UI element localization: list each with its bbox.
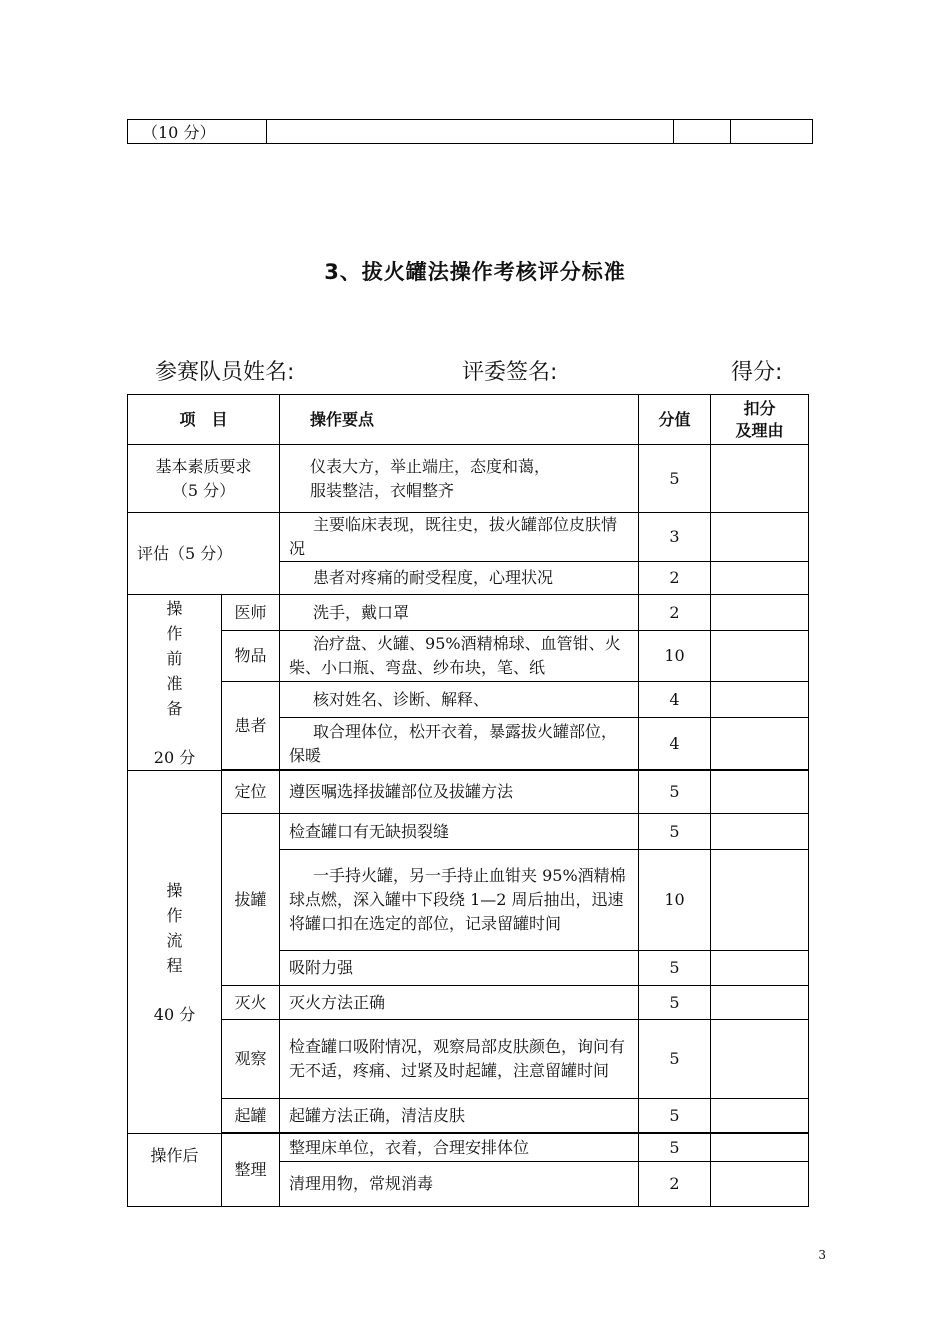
process-fire-score: 5 — [639, 986, 711, 1020]
prep-label-score: 20 分 — [153, 747, 196, 767]
after-tidy-text-2: 清理用物，常规消毒 — [280, 1162, 639, 1207]
header-item: 项 目 — [128, 395, 280, 445]
deduction-cell — [711, 1162, 809, 1207]
scoring-table — [127, 394, 809, 1207]
table-row — [128, 1099, 809, 1133]
assessment-label: 评估（5 分） — [128, 513, 280, 595]
deduction-cell — [711, 682, 809, 718]
table-row — [128, 595, 809, 631]
table-row — [128, 1134, 809, 1162]
prep-patient-text-2: 取合理体位，松开衣着，暴露拔火罐部位，保暖 — [280, 718, 639, 770]
prep-patient-score-2: 4 — [639, 718, 711, 770]
table-row — [128, 513, 809, 562]
deduction-cell — [711, 631, 809, 682]
process-cupping-score-1: 5 — [639, 814, 711, 850]
process-cupping-score-3: 5 — [639, 951, 711, 986]
process-observe-text: 检查罐口吸附情况，观察局部皮肤颜色，询问有无不适，疼痛、过紧及时起罐，注意留罐时间 — [280, 1020, 639, 1099]
process-locate-text: 遵医嘱选择拔罐部位及拔罐方法 — [280, 771, 639, 814]
prep-label-char: 操 — [166, 598, 183, 618]
process-remove-text: 起罐方法正确，清洁皮肤 — [280, 1099, 639, 1133]
deduction-cell — [711, 814, 809, 850]
top-row-deduction — [731, 120, 813, 144]
prep-doctor-score: 2 — [639, 595, 711, 631]
process-observe-score: 5 — [639, 1020, 711, 1099]
deduction-cell — [711, 986, 809, 1020]
page-number: 3 — [818, 1248, 826, 1262]
prep-doctor-text: 洗手，戴口罩 — [280, 595, 639, 631]
process-label-char: 作 — [166, 905, 183, 925]
prep-patient-label: 患者 — [222, 682, 280, 770]
after-tidy-score-1: 5 — [639, 1134, 711, 1162]
deduction-cell — [711, 445, 809, 513]
prep-section-label — [128, 595, 222, 771]
table-row — [128, 682, 809, 718]
header-deduction: 扣分 及理由 — [711, 395, 809, 445]
basic-quality-label: 基本素质要求 （5 分） — [128, 445, 280, 513]
top-row-content — [267, 120, 674, 144]
process-locate-score: 5 — [639, 771, 711, 814]
header-key-points: 操作要点 — [280, 395, 639, 445]
process-cupping-text-2: 一手持火罐，另一手持止血钳夹 95%酒精棉球点燃，深入罐中下段绕 1—2 周后抽出，迅速将罐口扣在选定的部位，记录留罐时间 — [280, 850, 639, 951]
prep-label-char: 作 — [166, 623, 183, 643]
page-title: 3、拔火罐法操作考核评分标准 — [324, 260, 626, 284]
table-row — [128, 445, 809, 513]
header-row — [128, 395, 809, 445]
assessment-text-2: 患者对疼痛的耐受程度，心理状况 — [280, 562, 639, 595]
process-label-char: 程 — [166, 955, 183, 975]
score-label: 得分: — [731, 360, 783, 385]
process-fire-text: 灭火方法正确 — [280, 986, 639, 1020]
process-cupping-text-3: 吸附力强 — [280, 951, 639, 986]
process-label-char: 操 — [166, 880, 183, 900]
table-row — [128, 631, 809, 682]
prep-items-score: 10 — [639, 631, 711, 682]
judge-signature-label: 评委签名: — [462, 360, 558, 385]
process-label-score: 40 分 — [153, 1004, 196, 1024]
deduction-cell — [711, 562, 809, 595]
prep-items-label: 物品 — [222, 631, 280, 682]
top-row-score — [674, 120, 731, 144]
after-section-label: 操作后 — [128, 1134, 222, 1207]
assessment-text-1: 主要临床表现，既往史，拔火罐部位皮肤情况 — [280, 513, 639, 562]
previous-table-fragment — [127, 119, 813, 144]
prep-doctor-label: 医师 — [222, 595, 280, 631]
assessment-score-2: 2 — [639, 562, 711, 595]
after-tidy-label: 整理 — [222, 1134, 280, 1207]
deduction-cell — [711, 1099, 809, 1133]
after-tidy-score-2: 2 — [639, 1162, 711, 1207]
deduction-cell — [711, 850, 809, 951]
process-fire-label: 灭火 — [222, 986, 280, 1020]
table-row — [128, 814, 809, 850]
after-tidy-text-1: 整理床单位，衣着，合理安排体位 — [280, 1134, 639, 1162]
top-row-label: （10 分） — [128, 120, 267, 144]
team-member-name-label: 参赛队员姓名: — [155, 360, 295, 385]
deduction-cell — [711, 513, 809, 562]
prep-patient-score-1: 4 — [639, 682, 711, 718]
process-cupping-score-2: 10 — [639, 850, 711, 951]
prep-patient-text-1: 核对姓名、诊断、解释、 — [280, 682, 639, 718]
process-observe-label: 观察 — [222, 1020, 280, 1099]
prep-label-char: 备 — [166, 698, 183, 718]
deduction-cell — [711, 771, 809, 814]
basic-quality-score: 5 — [639, 445, 711, 513]
basic-quality-text: 仪表大方，举止端庄，态度和蔼， 服装整洁，衣帽整齐 — [280, 445, 639, 513]
header-score: 分值 — [639, 395, 711, 445]
prep-items-text: 治疗盘、火罐、95%酒精棉球、血管钳、火柴、小口瓶、弯盘、纱布块，笔、纸 — [280, 631, 639, 682]
table-row — [128, 1020, 809, 1099]
process-remove-score: 5 — [639, 1099, 711, 1133]
deduction-cell — [711, 718, 809, 770]
process-cupping-label: 拔罐 — [222, 814, 280, 986]
table-row — [128, 986, 809, 1020]
deduction-cell — [711, 595, 809, 631]
deduction-cell — [711, 951, 809, 986]
deduction-cell — [711, 1020, 809, 1099]
process-cupping-text-1: 检查罐口有无缺损裂缝 — [280, 814, 639, 850]
process-remove-label: 起罐 — [222, 1099, 280, 1133]
table-row — [128, 771, 809, 814]
process-label-char: 流 — [166, 930, 183, 950]
assessment-score-1: 3 — [639, 513, 711, 562]
deduction-cell — [711, 1134, 809, 1162]
prep-label-char: 准 — [166, 673, 183, 693]
process-section-label — [128, 771, 222, 1134]
process-locate-label: 定位 — [222, 771, 280, 814]
prep-label-char: 前 — [166, 648, 183, 668]
